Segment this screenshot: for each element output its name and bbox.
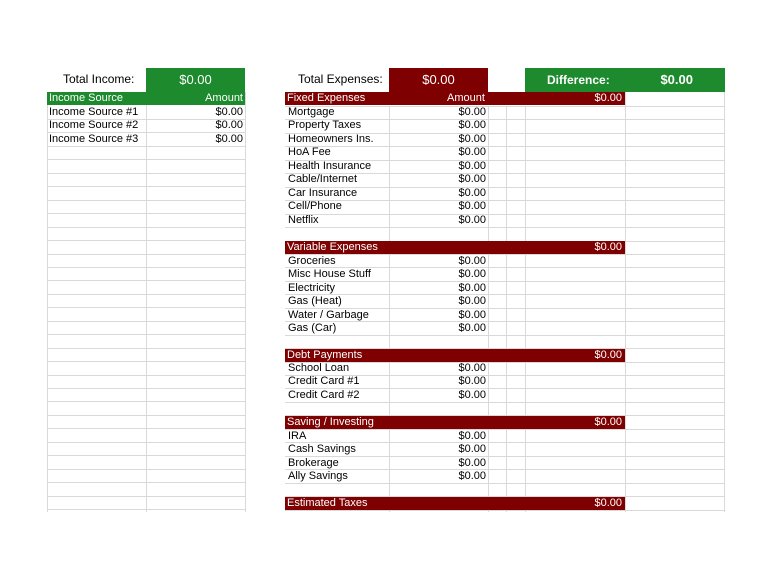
income-row-amount[interactable]: $0.00 (215, 133, 243, 145)
fixed-row-label[interactable]: HoA Fee (288, 146, 331, 158)
fixed-row-amount[interactable]: $0.00 (458, 160, 486, 172)
taxes-header-total: $0.00 (594, 497, 622, 509)
fixed-row-label[interactable]: Property Taxes (288, 119, 362, 131)
grid-col-line (724, 92, 725, 512)
variable-row-label[interactable]: Gas (Car) (288, 322, 337, 334)
variable-expenses-header (285, 241, 625, 254)
total-income-value[interactable]: $0.00 (146, 68, 245, 92)
fixed-header-amount: Amount (447, 92, 485, 104)
income-header-label: Income Source (49, 92, 123, 104)
grid-row-line (285, 362, 725, 363)
difference-box[interactable] (525, 68, 725, 92)
grid-col-line (47, 92, 48, 512)
fixed-row-label[interactable]: Netflix (288, 214, 319, 226)
saving-row-label[interactable]: Brokerage (288, 457, 339, 469)
fixed-expenses-header (285, 92, 625, 105)
grid-row-line (285, 483, 725, 484)
fixed-row-amount[interactable]: $0.00 (458, 119, 486, 131)
variable-row-label[interactable]: Water / Garbage (288, 309, 369, 321)
fixed-row-amount[interactable]: $0.00 (458, 173, 486, 185)
saving-row-amount[interactable]: $0.00 (458, 457, 486, 469)
debt-row-amount[interactable]: $0.00 (458, 389, 486, 401)
estimated-taxes-header (285, 497, 625, 510)
difference-label: Difference: (547, 73, 610, 87)
grid-col-line (488, 106, 489, 512)
grid-row-line (285, 294, 725, 295)
income-header (47, 92, 245, 105)
grid-row-line (285, 146, 725, 147)
fixed-row-amount[interactable]: $0.00 (458, 187, 486, 199)
grid-col-line (506, 106, 507, 512)
fixed-row-amount[interactable]: $0.00 (458, 214, 486, 226)
debt-payments-header (285, 349, 625, 362)
grid-row-line (285, 227, 725, 228)
income-header-amount: Amount (205, 92, 243, 104)
total-income-label: Total Income: (63, 72, 135, 86)
fixed-row-label[interactable]: Homeowners Ins. (288, 133, 374, 145)
saving-row-amount[interactable]: $0.00 (458, 470, 486, 482)
income-row-amount[interactable]: $0.00 (215, 119, 243, 131)
variable-row-label[interactable]: Gas (Heat) (288, 295, 342, 307)
fixed-row-label[interactable]: Cell/Phone (288, 200, 342, 212)
total-expenses-label: Total Expenses: (298, 72, 383, 86)
grid-row-line (285, 456, 725, 457)
income-row-label[interactable]: Income Source #3 (49, 133, 139, 145)
variable-row-amount[interactable]: $0.00 (458, 282, 486, 294)
fixed-row-label[interactable]: Health Insurance (288, 160, 372, 172)
saving-row-label[interactable]: Ally Savings (288, 470, 348, 482)
grid-col-line (245, 92, 246, 512)
fixed-row-amount[interactable]: $0.00 (458, 146, 486, 158)
variable-row-amount[interactable]: $0.00 (458, 255, 486, 267)
grid-row-line (285, 200, 725, 201)
saving-investing-header (285, 416, 625, 429)
difference-value: $0.00 (660, 72, 693, 87)
grid-col-line (625, 92, 626, 512)
saving-row-amount[interactable]: $0.00 (458, 430, 486, 442)
fixed-header-label: Fixed Expenses (287, 92, 366, 104)
fixed-row-amount[interactable]: $0.00 (458, 133, 486, 145)
grid-row-line (285, 106, 725, 107)
grid-col-line (525, 106, 526, 512)
income-row-label[interactable]: Income Source #1 (49, 106, 139, 118)
saving-header-label: Saving / Investing (287, 416, 374, 428)
debt-row-label[interactable]: Credit Card #1 (288, 375, 360, 387)
fixed-header-total: $0.00 (594, 92, 622, 104)
fixed-row-label[interactable]: Cable/Internet (288, 173, 358, 185)
variable-row-label[interactable]: Electricity (288, 282, 336, 294)
taxes-header-label: Estimated Taxes (287, 497, 368, 509)
saving-row-label[interactable]: IRA (288, 430, 307, 442)
debt-header-total: $0.00 (594, 349, 622, 361)
grid-row-line (285, 429, 725, 430)
fixed-row-label[interactable]: Mortgage (288, 106, 335, 118)
fixed-row-amount[interactable]: $0.00 (458, 200, 486, 212)
grid-row-line (285, 402, 725, 403)
grid-row-line (285, 510, 725, 511)
grid-row-line (285, 254, 725, 255)
income-row-label[interactable]: Income Source #2 (49, 119, 139, 131)
variable-row-label[interactable]: Misc House Stuff (288, 268, 371, 280)
grid-col-line (389, 106, 390, 512)
grid-row-line (285, 214, 725, 215)
fixed-row-amount[interactable]: $0.00 (458, 106, 486, 118)
debt-row-label[interactable]: Credit Card #2 (288, 389, 360, 401)
saving-row-amount[interactable]: $0.00 (458, 443, 486, 455)
debt-row-amount[interactable]: $0.00 (458, 362, 486, 374)
variable-header-total: $0.00 (594, 241, 622, 253)
grid-row-line (285, 469, 725, 470)
income-row-amount[interactable]: $0.00 (215, 106, 243, 118)
saving-header-total: $0.00 (594, 416, 622, 428)
variable-row-amount[interactable]: $0.00 (458, 295, 486, 307)
variable-row-amount[interactable]: $0.00 (458, 268, 486, 280)
fixed-row-label[interactable]: Car Insurance (288, 187, 358, 199)
variable-row-label[interactable]: Groceries (288, 255, 336, 267)
saving-row-label[interactable]: Cash Savings (288, 443, 356, 455)
variable-row-amount[interactable]: $0.00 (458, 322, 486, 334)
variable-row-amount[interactable]: $0.00 (458, 309, 486, 321)
grid-row-line (285, 281, 725, 282)
debt-row-amount[interactable]: $0.00 (458, 375, 486, 387)
debt-header-label: Debt Payments (287, 349, 363, 361)
variable-header-label: Variable Expenses (287, 241, 378, 253)
total-expenses-value[interactable]: $0.00 (389, 68, 488, 92)
grid-row-line (285, 335, 725, 336)
debt-row-label[interactable]: School Loan (288, 362, 350, 374)
grid-col-line (146, 92, 147, 512)
